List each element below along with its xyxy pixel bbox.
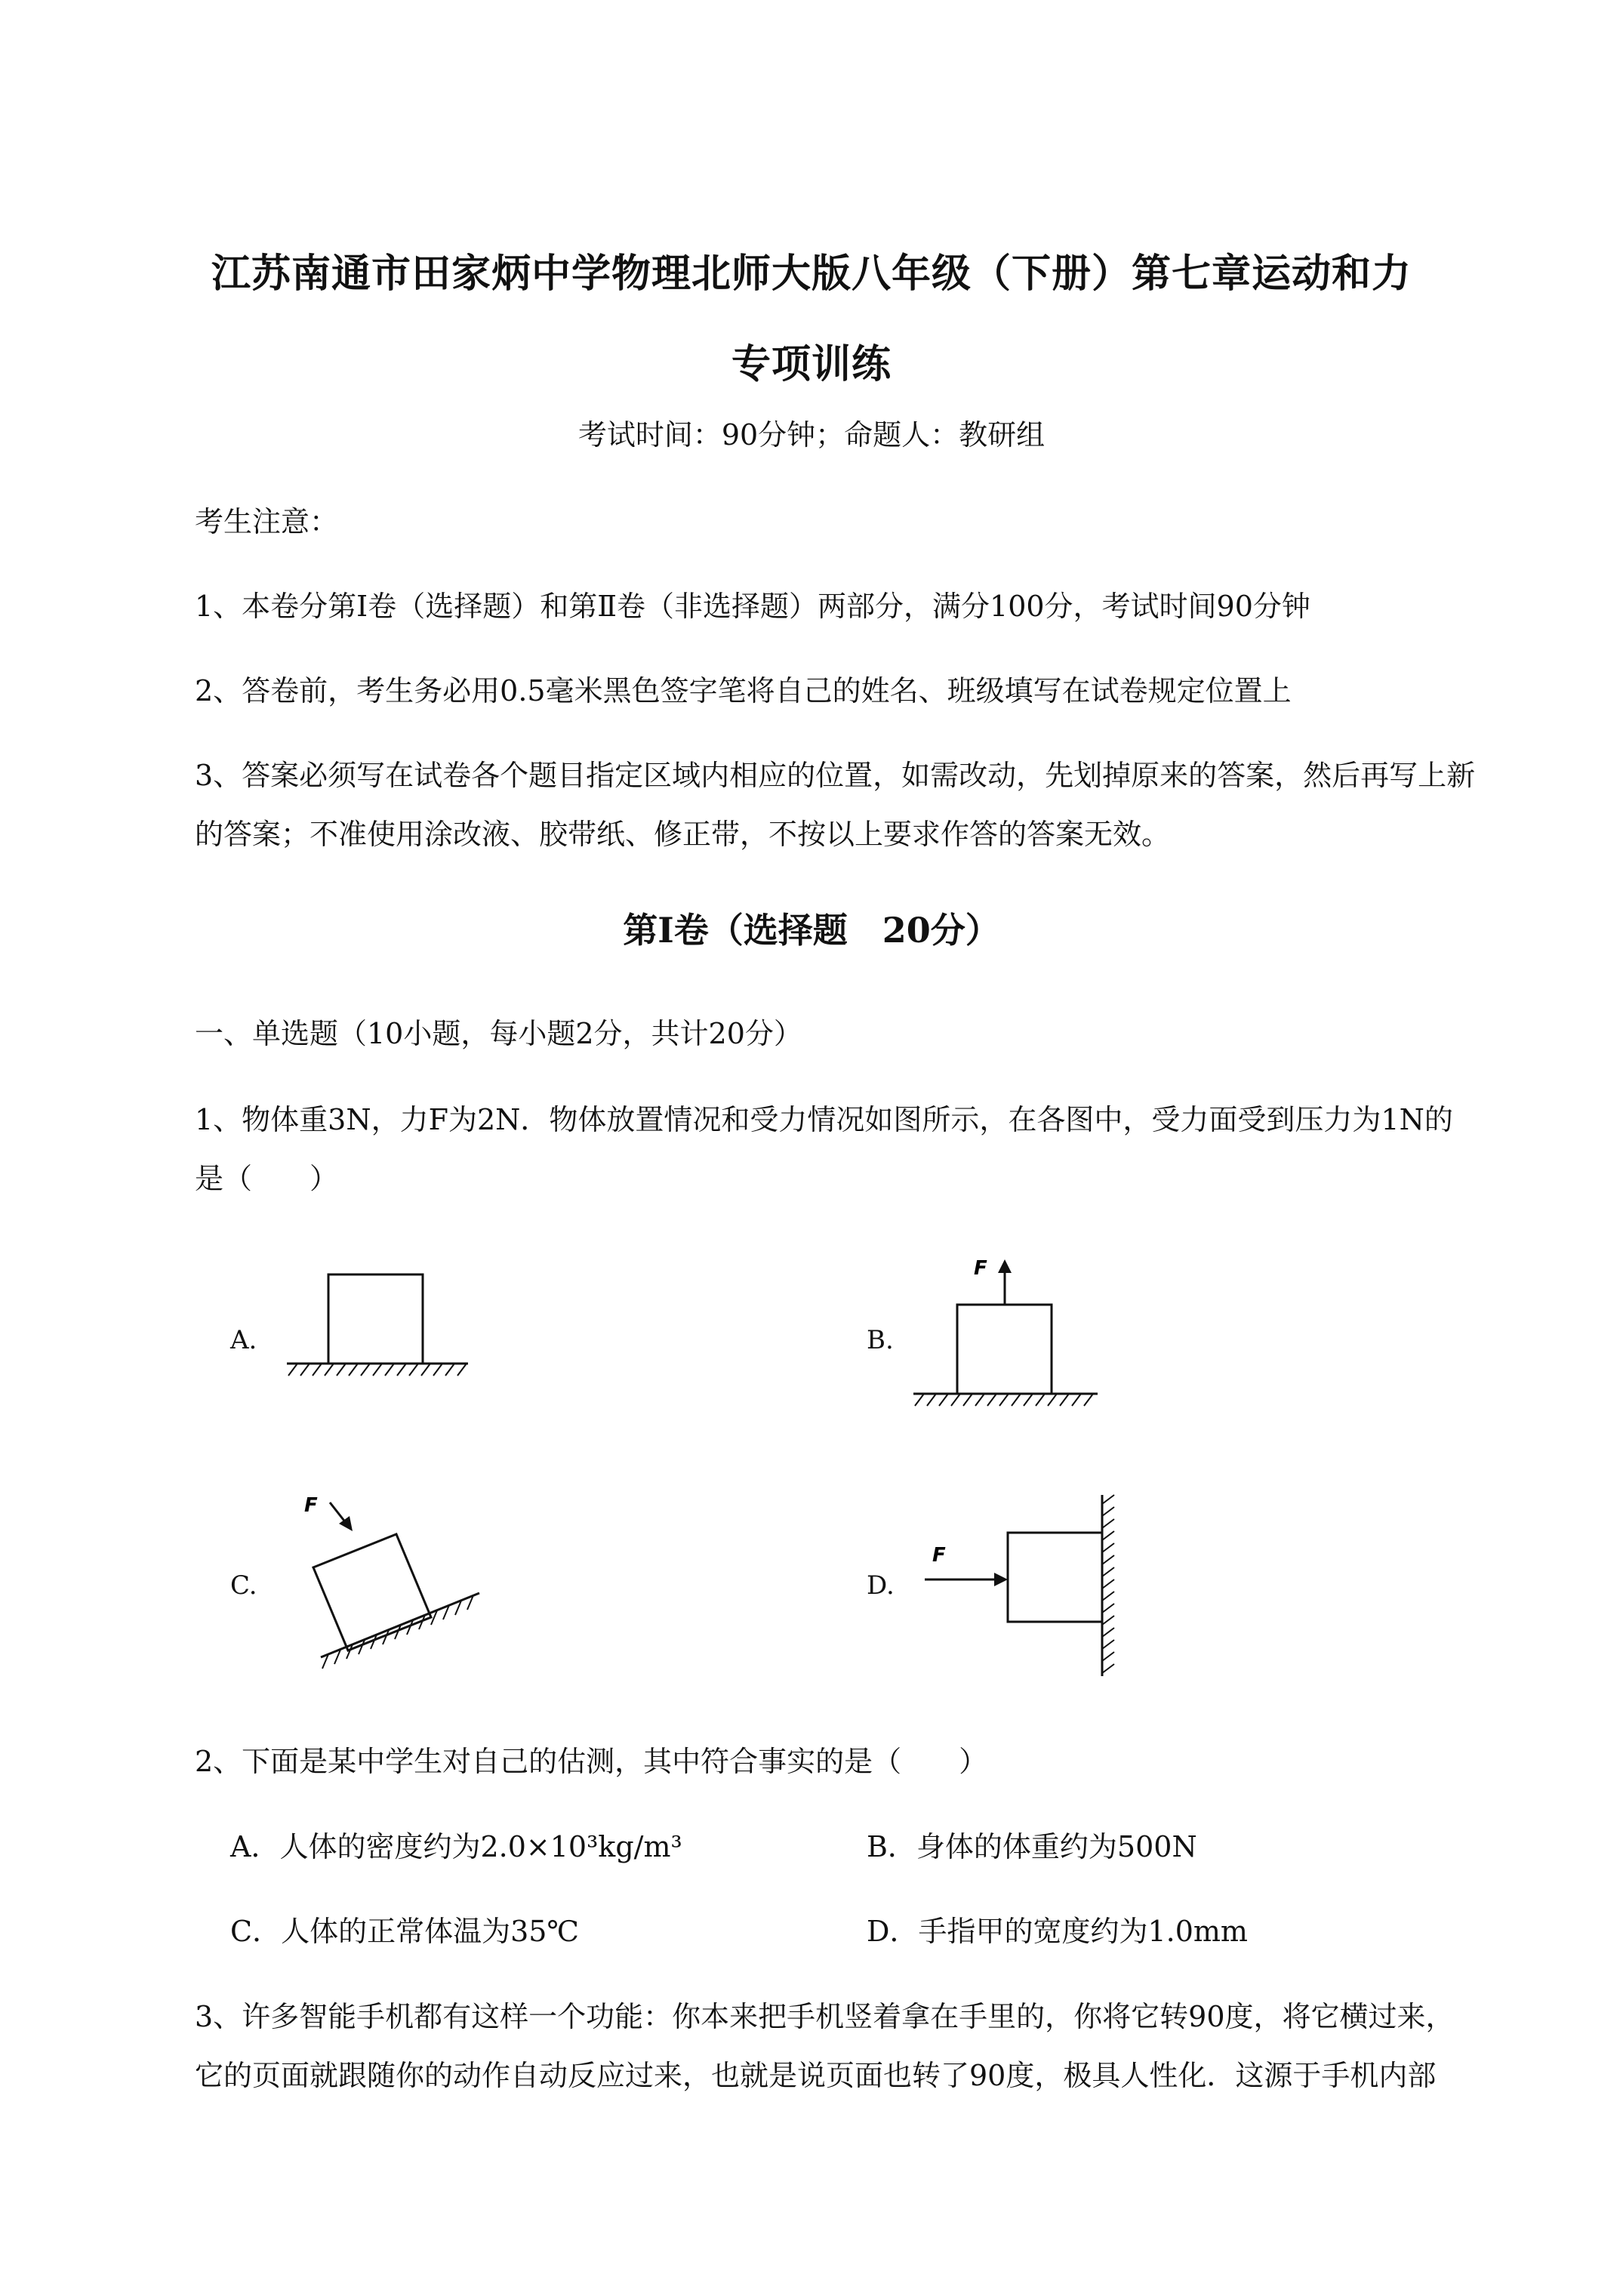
q1-figure-d-force-label: F: [932, 1544, 946, 1567]
q1-stem-line2: 是（ ）: [195, 1162, 339, 1195]
notice-heading: 考生注意：: [195, 505, 339, 538]
q3-stem-line1: 3、许多智能手机都有这样一个功能：你本来把手机竖着拿在手里的，你将它转90度，将它横过来，: [195, 2000, 1455, 2033]
q2-option-a: A．人体的密度约为2.0×10³kg/m³: [230, 1830, 682, 1863]
section-title: 第I卷（选择题 20分）: [623, 910, 1000, 951]
exam-meta: 考试时间：90分钟；命题人：教研组: [577, 418, 1046, 451]
q1-stem-line1: 1、物体重3N，力F为2N．物体放置情况和受力情况如图所示，在各图中，受力面受到压力为1N的: [195, 1103, 1453, 1136]
q1-option-b-label: B.: [867, 1325, 894, 1355]
notice-item-2: 2、答卷前，考生务必用0.5毫米黑色签字笔将自己的姓名、班级填写在试卷规定位置上: [195, 674, 1292, 707]
q1-option-a-label: A.: [230, 1325, 257, 1355]
notice-item-3: 3、答案必须写在试卷各个题目指定区域内相应的位置，如需改动，先划掉原来的答案，然后再写上新: [195, 759, 1476, 792]
q1-option-c-label: C.: [230, 1570, 257, 1601]
q2-option-c: C．人体的正常体温为35℃: [230, 1915, 579, 1948]
part-heading: 一、单选题（10小题，每小题2分，共计20分）: [195, 1017, 802, 1050]
q2-option-d: D．手指甲的宽度约为1.0mm: [867, 1915, 1248, 1948]
q3-stem-line2: 它的页面就跟随你的动作自动反应过来，也就是说页面也转了90度，极具人性化．这源于手机内部: [195, 2059, 1437, 2092]
exam-title-line1: 江苏南通市田家炳中学物理北师大版八年级（下册）第七章运动和力: [211, 251, 1412, 297]
q1-option-d-label: D.: [867, 1570, 895, 1601]
q1-figure-b: [913, 1253, 1110, 1419]
q2-stem: 2、下面是某中学生对自己的估测，其中符合事实的是（ ）: [195, 1745, 988, 1778]
q1-figure-c-force-label: F: [304, 1494, 318, 1517]
q1-figure-c: [298, 1487, 494, 1676]
exam-title-line2: 专项训练: [731, 341, 892, 387]
q1-figure-a: [287, 1268, 483, 1382]
notice-item-3-cont: 的答案；不准使用涂改液、胶带纸、修正带，不按以上要求作答的答案无效。: [195, 818, 1171, 851]
q2-option-b: B．身体的体重约为500N: [867, 1830, 1197, 1863]
notice-item-1: 1、本卷分第I卷（选择题）和第Ⅱ卷（非选择题）两部分，满分100分，考试时间90分钟: [195, 590, 1310, 623]
q1-figure-b-force-label: F: [974, 1257, 987, 1280]
q1-figure-d: [925, 1487, 1121, 1684]
